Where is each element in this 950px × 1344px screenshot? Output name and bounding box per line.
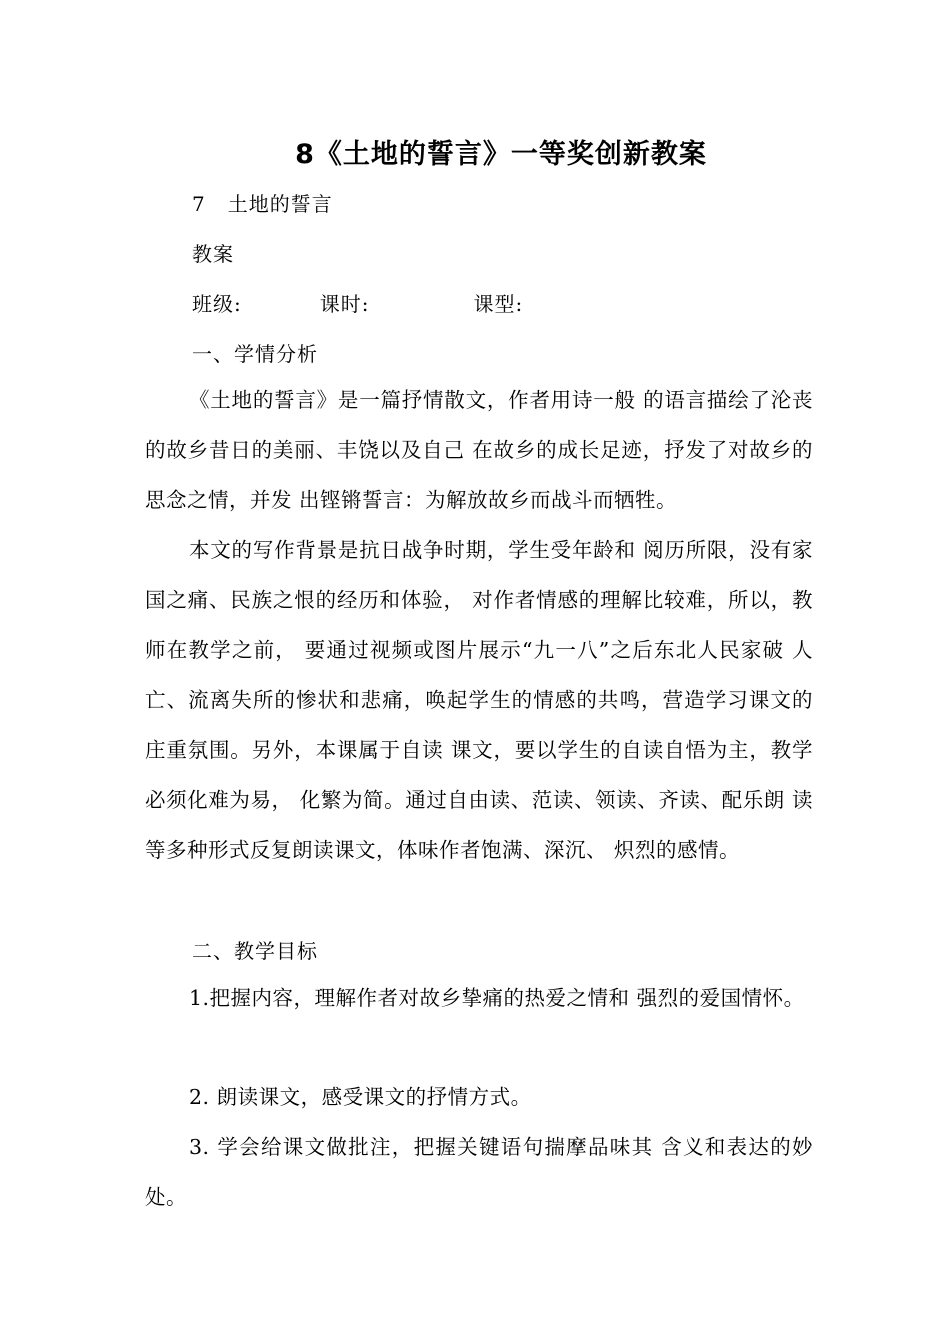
section-heading-analysis: 一、学情分析 <box>192 342 318 366</box>
document-title: 8《土地的誓言》一等奖创新教案 <box>295 139 707 170</box>
goal-item-2: 2. 朗读课文，感受课文的抒情方式。 <box>189 1085 532 1109</box>
goal-item-1: 1.把握内容，理解作者对故乡挚痛的热爱之情和 强烈的爱国情怀。 <box>189 986 805 1010</box>
lesson-plan-label: 教案 <box>192 242 234 266</box>
paragraph-analysis-1: 《土地的誓言》是一篇抒情散文，作者用诗一般 的语言描绘了沦丧的故乡昔日的美丽、丰饶以及自己 在故乡的成长足迹，抒发了对故乡的思念之情，并发 出铿锵誓言：为解放故乡而战斗而牺牲。 <box>145 388 813 512</box>
meta-line <box>192 288 523 317</box>
type-label: 课型: <box>473 292 524 316</box>
lesson-line <box>192 188 333 217</box>
period-label: 课时: <box>319 292 370 316</box>
lesson-title: 土地的誓言 <box>227 192 333 216</box>
goal-item-3: 3. 学会给课文做批注，把握关键语句揣摩品味其 含义和表达的妙处。 <box>145 1135 813 1209</box>
class-label: 班级: <box>192 292 242 316</box>
lesson-number: 7 <box>192 192 206 216</box>
paragraph-analysis-2: 本文的写作背景是抗日战争时期，学生受年龄和 阅历所限，没有家国之痛、民族之恨的经历和体验， 对作者情感的理解比较难，所以，教师在教学之前， 要通过视频或图片展示“九一八”之后东北人民家破 人亡、流离失所的惨状和悲痛，唤起学生的情感的共鸣，营造学习课文的庄重氛围。另外，本课属于自读 课文，要以学生的自读自悟为主，教学必须化难为易， 化繁为简。通过自由读、范读、领读、齐读、配乐朗 读等多种形式反复朗读课文，体味作者饱满、深沉、 炽烈的感情。 <box>145 538 813 862</box>
section-heading-goals: 二、教学目标 <box>192 939 318 963</box>
